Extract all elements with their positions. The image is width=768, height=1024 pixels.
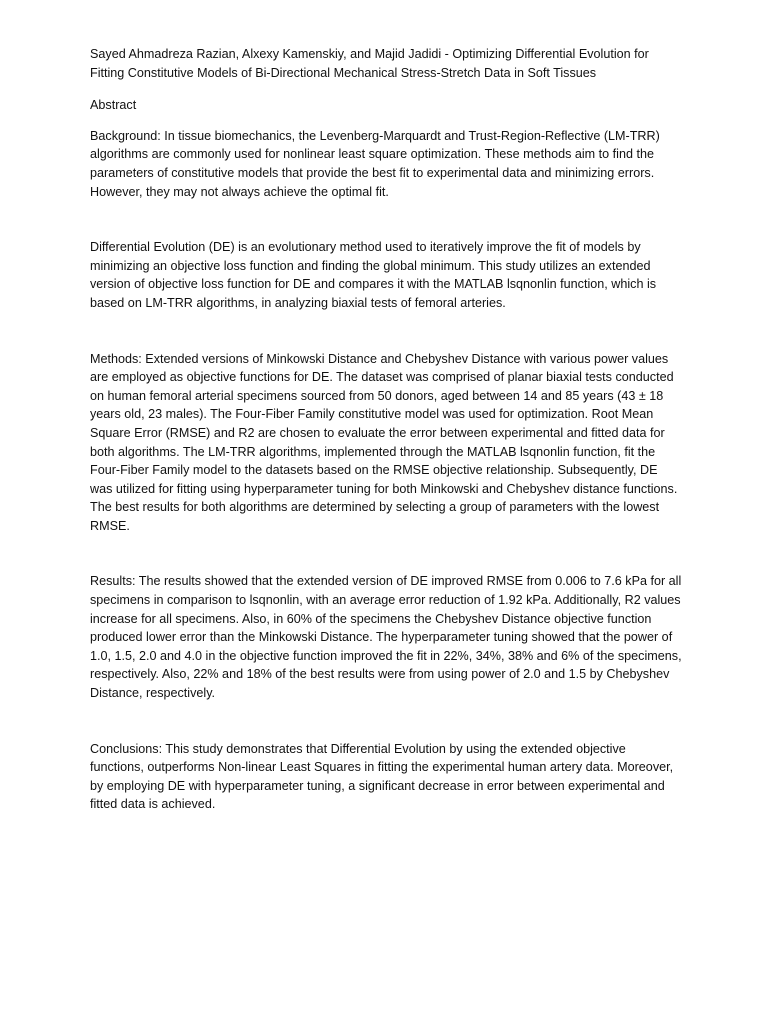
results-paragraph: Results: The results showed that the extended version of DE improved RMSE from 0.006 to 7.6 kPa for all specimens in comparison to lsqnonlin, with an average error reduction of 1.92 kPa. Additionally, R2 values increase for all specimens. Also, in 60% of the specimens the Chebyshev Distance objective function produced lower error than the Minkowski Distance. The hyperparameter tuning showed that the power of 1.0, 1.5, 2.0 and 4.0 in the objective function improved the fit in 22%, 34%, 38% and 6% of the specimens, respectively. Also, 22% and 18% of the best results were from using power of 2.0 and 1.5 by Chebyshev Distance, respectively.: [90, 574, 682, 701]
document-page: [90, 45, 682, 814]
paper-title: Sayed Ahmadreza Razian, Alxexy Kamenskiy, and Majid Jadidi - Optimizing Differential Evolution for Fitting Constitutive Models of Bi-Directional Mechanical Stress-Stretch Data in Soft Tissues: [90, 47, 649, 80]
background-paragraph: Background: In tissue biomechanics, the Levenberg-Marquardt and Trust-Region-Reflective (LM-TRR) algorithms are commonly used for nonlinear least square optimization. These methods aim to find the parameters of constitutive models that provide the best fit to experimental data and minimizing errors. However, they may not always achieve the optimal fit.: [90, 128, 660, 199]
conclusions-paragraph: Conclusions: This study demonstrates that Differential Evolution by using the extended objective functions, outperforms Non-linear Least Squares in fitting the experimental human artery data. Moreover, by employing DE with hyperparameter tuning, a significant decrease in error between experimental and fitted data is achieved.: [90, 741, 674, 812]
methods-paragraph: Methods: Extended versions of Minkowski Distance and Chebyshev Distance with various power values are employed as objective functions for DE. The dataset was comprised of planar biaxial tests conducted on human femoral arterial specimens sourced from 50 donors, aged between 14 and 85 years (43 ± 18 years old, 23 males). The Four-Fiber Family constitutive model was used for optimization. Root Mean Square Error (RMSE) and R2 are chosen to evaluate the error between experimental and fitted data for both algorithms. The LM-TRR algorithms, implemented through the MATLAB lsqnonlin function, fit the Four-Fiber Family model to the datasets based on the RMSE objective relationship. Subsequently, DE was utilized for fitting using hyperparameter tuning for both Minkowski and Chebyshev distance functions. The best results for both algorithms are determined by selecting a group of parameters with the lowest RMSE.: [90, 351, 678, 533]
abstract-heading: Abstract: [90, 98, 137, 113]
de-intro-paragraph: Differential Evolution (DE) is an evolutionary method used to iteratively improve the fit of models by minimizing an objective loss function and finding the global minimum. This study utilizes an extended version of objective loss function for DE and compares it with the MATLAB lsqnonlin function, which is based on LM-TRR algorithms, in analyzing biaxial tests of femoral arteries.: [90, 240, 657, 310]
